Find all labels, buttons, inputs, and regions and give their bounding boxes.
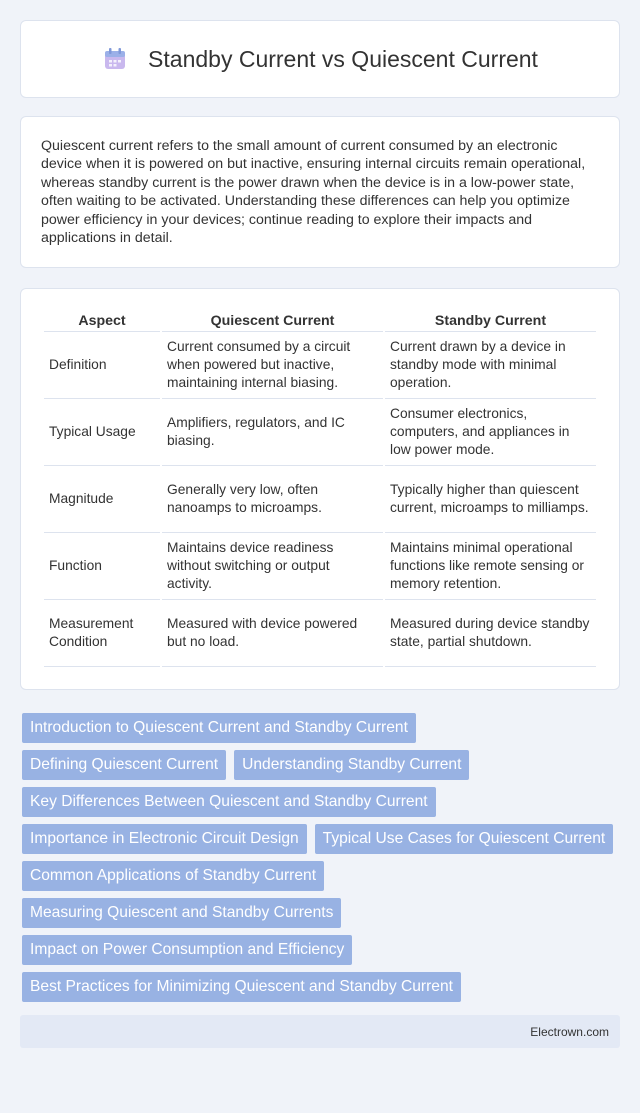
comparison-table-card xyxy=(20,288,620,690)
table-cell-quiescent: Amplifiers, regulators, and IC biasing. xyxy=(162,399,383,466)
topic-link-importance[interactable]: Importance in Electronic Circuit Design xyxy=(22,824,307,854)
calendar-icon xyxy=(102,46,128,72)
table-cell-standby: Typically higher than quiescent current, microamps to milliamps. xyxy=(385,466,596,533)
table-row xyxy=(44,332,596,399)
table-cell-quiescent: Measured with device powered but no load. xyxy=(162,600,383,667)
topic-link-key-differences[interactable]: Key Differences Between Quiescent and Standby Current xyxy=(22,787,436,817)
topic-link-defining-quiescent[interactable]: Defining Quiescent Current xyxy=(22,750,226,780)
comparison-table xyxy=(42,309,598,667)
table-cell-aspect: Magnitude xyxy=(44,466,160,533)
topic-link-best-practices[interactable]: Best Practices for Minimizing Quiescent and Standby Current xyxy=(22,972,461,1002)
topic-link-use-cases[interactable]: Typical Use Cases for Quiescent Current xyxy=(315,824,614,854)
topic-link-understanding-standby[interactable]: Understanding Standby Current xyxy=(234,750,469,780)
column-header-quiescent: Quiescent Current xyxy=(162,309,383,332)
table-cell-standby: Consumer electronics, computers, and appliances in low power mode. xyxy=(385,399,596,466)
table-cell-quiescent: Maintains device readiness without switching or output activity. xyxy=(162,533,383,600)
table-cell-aspect: Measurement Condition xyxy=(44,600,160,667)
topic-link-applications[interactable]: Common Applications of Standby Current xyxy=(22,861,324,891)
table-header-row xyxy=(44,309,596,332)
table-row xyxy=(44,600,596,667)
header-card xyxy=(20,20,620,98)
topic-tags xyxy=(20,713,620,1002)
table-cell-standby: Maintains minimal operational functions like remote sensing or memory retention. xyxy=(385,533,596,600)
intro-text: Quiescent current refers to the small amount of current consumed by an electronic device when it is powered on but inactive, ensuring internal circuits remain operational, whereas standby current is the power drawn when the device is in a low-power state, often waiting to be activated. Understanding these differences can help you optimize power efficiency in your devices; continue reading to explore their impacts and applications in detail. xyxy=(41,138,586,247)
topic-link-introduction[interactable]: Introduction to Quiescent Current and Standby Current xyxy=(22,713,416,743)
footer xyxy=(20,1015,620,1048)
topic-link-impact[interactable]: Impact on Power Consumption and Efficiency xyxy=(22,935,352,965)
topic-link-measuring[interactable]: Measuring Quiescent and Standby Currents xyxy=(22,898,341,928)
table-row xyxy=(44,399,596,466)
table-cell-quiescent: Current consumed by a circuit when powered but inactive, maintaining internal biasing. xyxy=(162,332,383,399)
table-cell-aspect: Function xyxy=(44,533,160,600)
table-cell-aspect: Typical Usage xyxy=(44,399,160,466)
table-row xyxy=(44,466,596,533)
page-title: Standby Current vs Quiescent Current xyxy=(148,45,538,72)
table-cell-standby: Current drawn by a device in standby mode with minimal operation. xyxy=(385,332,596,399)
table-cell-aspect: Definition xyxy=(44,332,160,399)
table-cell-quiescent: Generally very low, often nanoamps to microamps. xyxy=(162,466,383,533)
intro-card xyxy=(20,116,620,268)
column-header-standby: Standby Current xyxy=(385,309,596,332)
table-row xyxy=(44,533,596,600)
footer-site-name: Electrown.com xyxy=(530,1024,609,1039)
table-cell-standby: Measured during device standby state, partial shutdown. xyxy=(385,600,596,667)
column-header-aspect: Aspect xyxy=(44,309,160,332)
